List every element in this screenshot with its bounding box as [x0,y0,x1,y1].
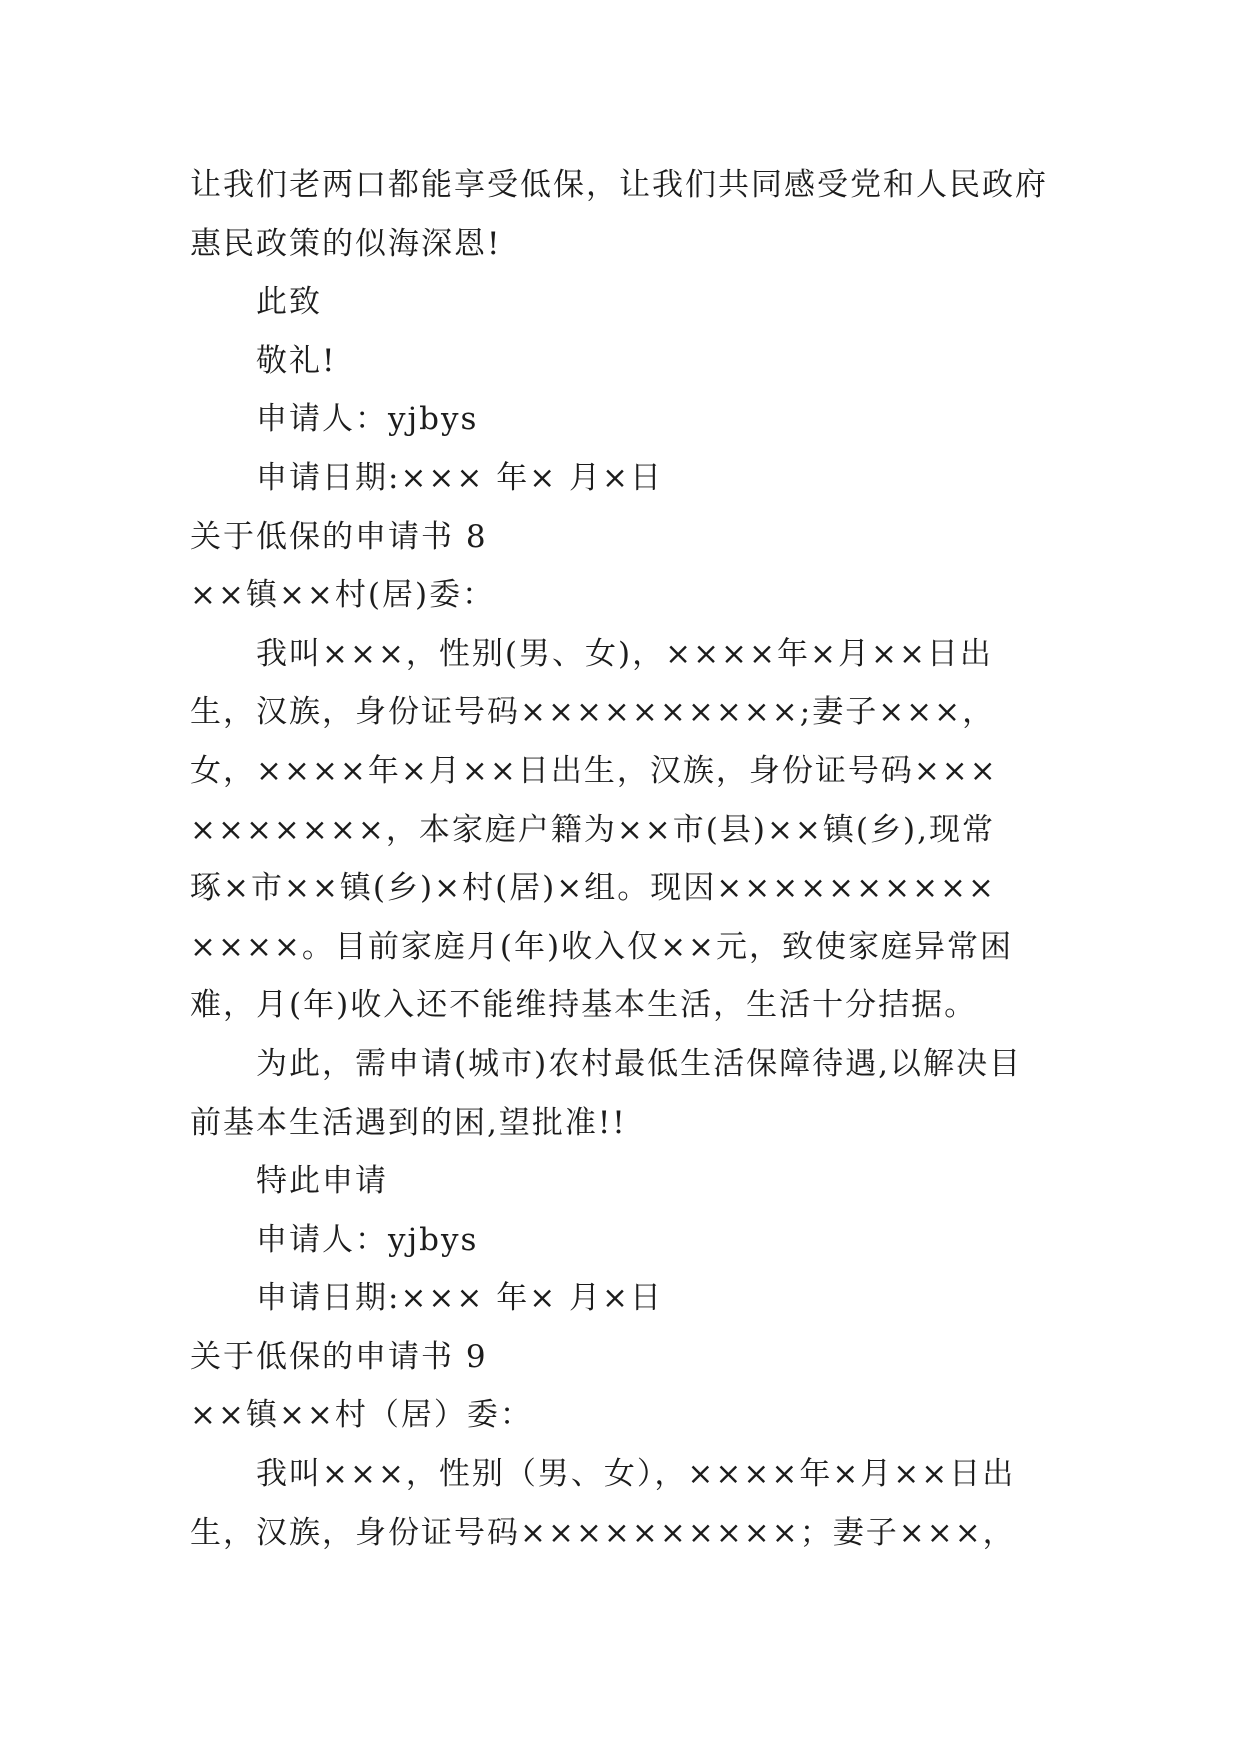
closing-regards: 敬礼! [256,342,337,379]
text-line: 生，汉族，身份证号码××××××××××；妻子×××， [190,1514,1016,1551]
section-heading: 关于低保的申请书 8 [190,518,488,555]
text-line: 生，汉族，身份证号码××××××××××;妻子×××， [190,694,996,731]
applicant-line: 申请人：yjbys [256,401,479,438]
application-date-line: 申请日期:××× 年× 月×日 [256,459,664,496]
text-line: 让我们老两口都能享受低保，让我们共同感受党和人民政府 [190,167,1048,203]
closing-request: 特此申请 [256,1163,388,1200]
text-line: 难，月(年)收入还不能维持基本生活，生活十分拮据。 [190,987,978,1024]
text-line: 为此，需申请(城市)农村最低生活保障待遇,以解决目 [256,1045,1023,1082]
application-date-line: 申请日期:××× 年× 月×日 [256,1280,664,1317]
text-line: 女，××××年×月××日出生，汉族，身份证号码××× [190,752,998,789]
text-line: 我叫×××，性别（男、女），××××年×月××日出 [256,1456,1016,1493]
text-line: 惠民政策的似海深恩! [190,225,502,262]
closing-salutation: 此致 [256,284,322,321]
applicant-line: 申请人：yjbys [256,1221,479,1258]
addressee-line: ××镇××村（居）委： [190,1397,533,1434]
text-line: 我叫×××，性别(男、女)，××××年×月××日出 [256,635,993,672]
text-line: 琢×市××镇(乡)×村(居)×组。现因×××××××××× [190,870,996,907]
addressee-line: ××镇××村(居)委： [190,577,496,614]
document-body [190,156,1070,1562]
section-heading: 关于低保的申请书 9 [190,1338,488,1375]
text-line: ×××××××，本家庭户籍为××市(县)××镇(乡),现常 [190,811,995,848]
text-line: 前基本生活遇到的困,望批准!! [190,1104,627,1141]
text-line: ××××。目前家庭月(年)收入仅××元，致使家庭异常困 [190,928,1014,965]
